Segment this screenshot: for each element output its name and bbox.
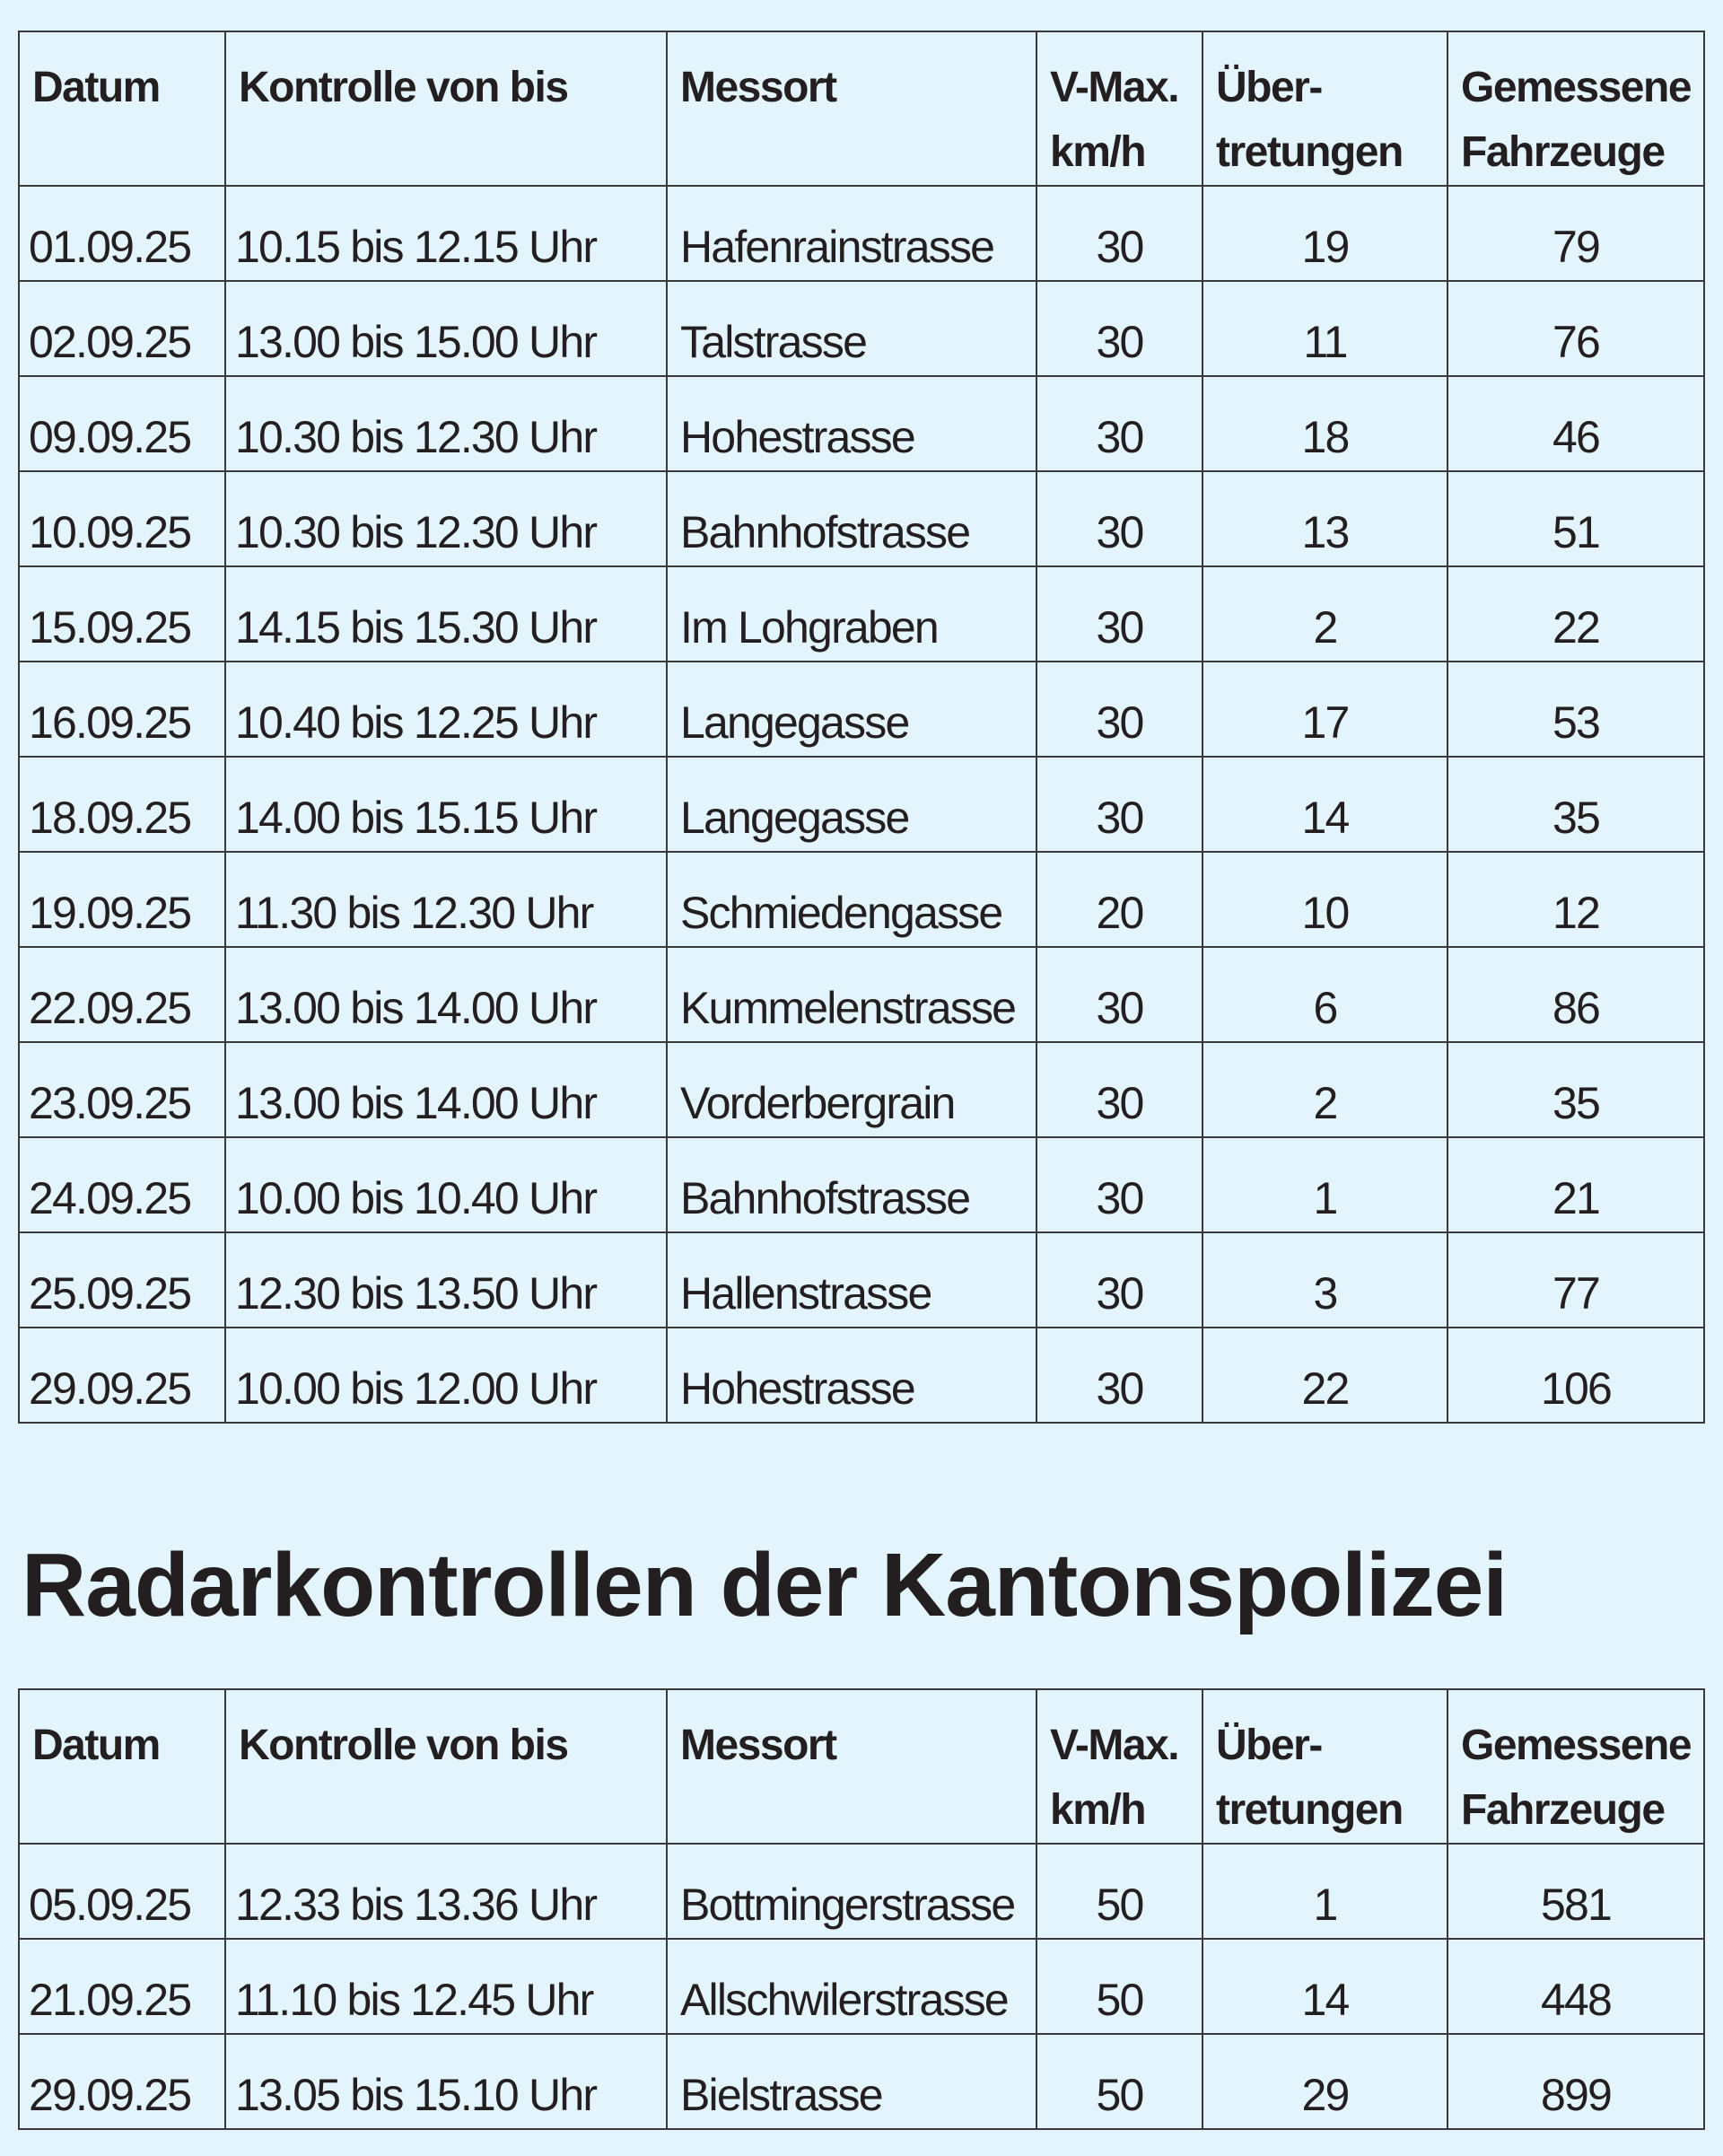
cell-fahrzeuge: 106 (1447, 1328, 1704, 1423)
cell-fahrzeuge: 53 (1447, 662, 1704, 757)
cell-kontrolle: 12.30 bis 13.50 Uhr (225, 1232, 667, 1328)
cell-vmax: 30 (1036, 281, 1203, 376)
cell-datum: 15.09.25 (19, 566, 225, 662)
cell-datum: 21.09.25 (19, 1939, 225, 2034)
cell-fahrzeuge: 76 (1447, 281, 1704, 376)
table-row (19, 1042, 1704, 1137)
cell-fahrzeuge: 35 (1447, 757, 1704, 852)
table-row (19, 1939, 1704, 2034)
radar-table-gemeinde (18, 31, 1705, 1424)
cell-vmax: 30 (1036, 186, 1203, 281)
cell-messort: Langegasse (667, 662, 1036, 757)
cell-fahrzeuge: 448 (1447, 1939, 1704, 2034)
header-vmax: V-Max. km/h (1036, 31, 1203, 186)
cell-messort: Allschwilerstrasse (667, 1939, 1036, 2034)
cell-datum: 05.09.25 (19, 1844, 225, 1939)
cell-kontrolle: 10.00 bis 10.40 Uhr (225, 1137, 667, 1232)
cell-kontrolle: 10.15 bis 12.15 Uhr (225, 186, 667, 281)
cell-messort: Hohestrasse (667, 1328, 1036, 1423)
cell-fahrzeuge: 21 (1447, 1137, 1704, 1232)
table-row (19, 852, 1704, 947)
cell-vmax: 30 (1036, 947, 1203, 1042)
cell-messort: Bahnhofstrasse (667, 471, 1036, 566)
cell-kontrolle: 10.40 bis 12.25 Uhr (225, 662, 667, 757)
cell-kontrolle: 10.30 bis 12.30 Uhr (225, 376, 667, 471)
cell-vmax: 30 (1036, 1042, 1203, 1137)
cell-messort: Langegasse (667, 757, 1036, 852)
table-row (19, 471, 1704, 566)
cell-vmax: 20 (1036, 852, 1203, 947)
cell-messort: Bottmingerstrasse (667, 1844, 1036, 1939)
cell-kontrolle: 10.30 bis 12.30 Uhr (225, 471, 667, 566)
cell-kontrolle: 13.00 bis 15.00 Uhr (225, 281, 667, 376)
header-kontrolle: Kontrolle von bis (225, 31, 667, 186)
cell-datum: 24.09.25 (19, 1137, 225, 1232)
cell-uebertretungen: 14 (1203, 1939, 1447, 2034)
cell-kontrolle: 10.00 bis 12.00 Uhr (225, 1328, 667, 1423)
cell-vmax: 50 (1036, 1939, 1203, 2034)
table-row (19, 566, 1704, 662)
cell-uebertretungen: 17 (1203, 662, 1447, 757)
cell-datum: 01.09.25 (19, 186, 225, 281)
header-datum: Datum (19, 1689, 225, 1844)
cell-kontrolle: 11.10 bis 12.45 Uhr (225, 1939, 667, 2034)
table-row (19, 186, 1704, 281)
cell-uebertretungen: 18 (1203, 376, 1447, 471)
header-uebertretungen: Über- tretungen (1203, 1689, 1447, 1844)
cell-vmax: 30 (1036, 471, 1203, 566)
cell-vmax: 30 (1036, 662, 1203, 757)
cell-fahrzeuge: 581 (1447, 1844, 1704, 1939)
cell-uebertretungen: 19 (1203, 186, 1447, 281)
header-fahrzeuge: Gemessene Fahrzeuge (1447, 1689, 1704, 1844)
cell-fahrzeuge: 12 (1447, 852, 1704, 947)
cell-fahrzeuge: 79 (1447, 186, 1704, 281)
table-row (19, 1137, 1704, 1232)
header-messort: Messort (667, 1689, 1036, 1844)
cell-datum: 29.09.25 (19, 2034, 225, 2129)
cell-datum: 18.09.25 (19, 757, 225, 852)
table-header-row (19, 1689, 1704, 1844)
cell-messort: Hallenstrasse (667, 1232, 1036, 1328)
cell-messort: Im Lohgraben (667, 566, 1036, 662)
cell-vmax: 30 (1036, 376, 1203, 471)
cell-vmax: 30 (1036, 566, 1203, 662)
cell-datum: 25.09.25 (19, 1232, 225, 1328)
table-body (19, 186, 1704, 1423)
cell-datum: 23.09.25 (19, 1042, 225, 1137)
table-row (19, 1232, 1704, 1328)
cell-fahrzeuge: 46 (1447, 376, 1704, 471)
table-row (19, 662, 1704, 757)
cell-uebertretungen: 1 (1203, 1844, 1447, 1939)
cell-uebertretungen: 13 (1203, 471, 1447, 566)
cell-vmax: 30 (1036, 1232, 1203, 1328)
table-body (19, 1844, 1704, 2129)
cell-datum: 02.09.25 (19, 281, 225, 376)
cell-messort: Vorderbergrain (667, 1042, 1036, 1137)
radar-table-kantonspolizei (18, 1688, 1705, 2130)
table-row (19, 1844, 1704, 1939)
table-row (19, 1328, 1704, 1423)
cell-messort: Schmiedengasse (667, 852, 1036, 947)
header-messort: Messort (667, 31, 1036, 186)
cell-kontrolle: 13.05 bis 15.10 Uhr (225, 2034, 667, 2129)
cell-fahrzeuge: 22 (1447, 566, 1704, 662)
cell-uebertretungen: 3 (1203, 1232, 1447, 1328)
table-row (19, 757, 1704, 852)
cell-messort: Talstrasse (667, 281, 1036, 376)
table-row (19, 2034, 1704, 2129)
cell-uebertretungen: 1 (1203, 1137, 1447, 1232)
table-row (19, 947, 1704, 1042)
cell-uebertretungen: 2 (1203, 1042, 1447, 1137)
table-row (19, 281, 1704, 376)
header-fahrzeuge: Gemessene Fahrzeuge (1447, 31, 1704, 186)
cell-kontrolle: 14.00 bis 15.15 Uhr (225, 757, 667, 852)
cell-datum: 29.09.25 (19, 1328, 225, 1423)
cell-messort: Hafenrainstrasse (667, 186, 1036, 281)
table-header-row (19, 31, 1704, 186)
cell-datum: 10.09.25 (19, 471, 225, 566)
cell-datum: 22.09.25 (19, 947, 225, 1042)
cell-kontrolle: 13.00 bis 14.00 Uhr (225, 947, 667, 1042)
cell-fahrzeuge: 77 (1447, 1232, 1704, 1328)
cell-uebertretungen: 22 (1203, 1328, 1447, 1423)
cell-fahrzeuge: 86 (1447, 947, 1704, 1042)
cell-fahrzeuge: 35 (1447, 1042, 1704, 1137)
cell-uebertretungen: 10 (1203, 852, 1447, 947)
cell-uebertretungen: 11 (1203, 281, 1447, 376)
cell-kontrolle: 13.00 bis 14.00 Uhr (225, 1042, 667, 1137)
header-kontrolle: Kontrolle von bis (225, 1689, 667, 1844)
cell-vmax: 50 (1036, 1844, 1203, 1939)
cell-uebertretungen: 14 (1203, 757, 1447, 852)
cell-kontrolle: 12.33 bis 13.36 Uhr (225, 1844, 667, 1939)
cell-fahrzeuge: 899 (1447, 2034, 1704, 2129)
cell-vmax: 30 (1036, 757, 1203, 852)
cell-kontrolle: 14.15 bis 15.30 Uhr (225, 566, 667, 662)
cell-datum: 09.09.25 (19, 376, 225, 471)
cell-datum: 19.09.25 (19, 852, 225, 947)
header-uebertretungen: Über- tretungen (1203, 31, 1447, 186)
cell-uebertretungen: 2 (1203, 566, 1447, 662)
table-row (19, 376, 1704, 471)
header-vmax: V-Max. km/h (1036, 1689, 1203, 1844)
cell-messort: Bielstrasse (667, 2034, 1036, 2129)
cell-fahrzeuge: 51 (1447, 471, 1704, 566)
cell-vmax: 30 (1036, 1328, 1203, 1423)
section-heading: Radarkontrollen der Kantonspolizei (22, 1535, 1508, 1635)
cell-kontrolle: 11.30 bis 12.30 Uhr (225, 852, 667, 947)
cell-messort: Kummelenstrasse (667, 947, 1036, 1042)
cell-uebertretungen: 6 (1203, 947, 1447, 1042)
cell-messort: Hohestrasse (667, 376, 1036, 471)
cell-messort: Bahnhofstrasse (667, 1137, 1036, 1232)
cell-datum: 16.09.25 (19, 662, 225, 757)
cell-vmax: 50 (1036, 2034, 1203, 2129)
cell-uebertretungen: 29 (1203, 2034, 1447, 2129)
cell-vmax: 30 (1036, 1137, 1203, 1232)
header-datum: Datum (19, 31, 225, 186)
